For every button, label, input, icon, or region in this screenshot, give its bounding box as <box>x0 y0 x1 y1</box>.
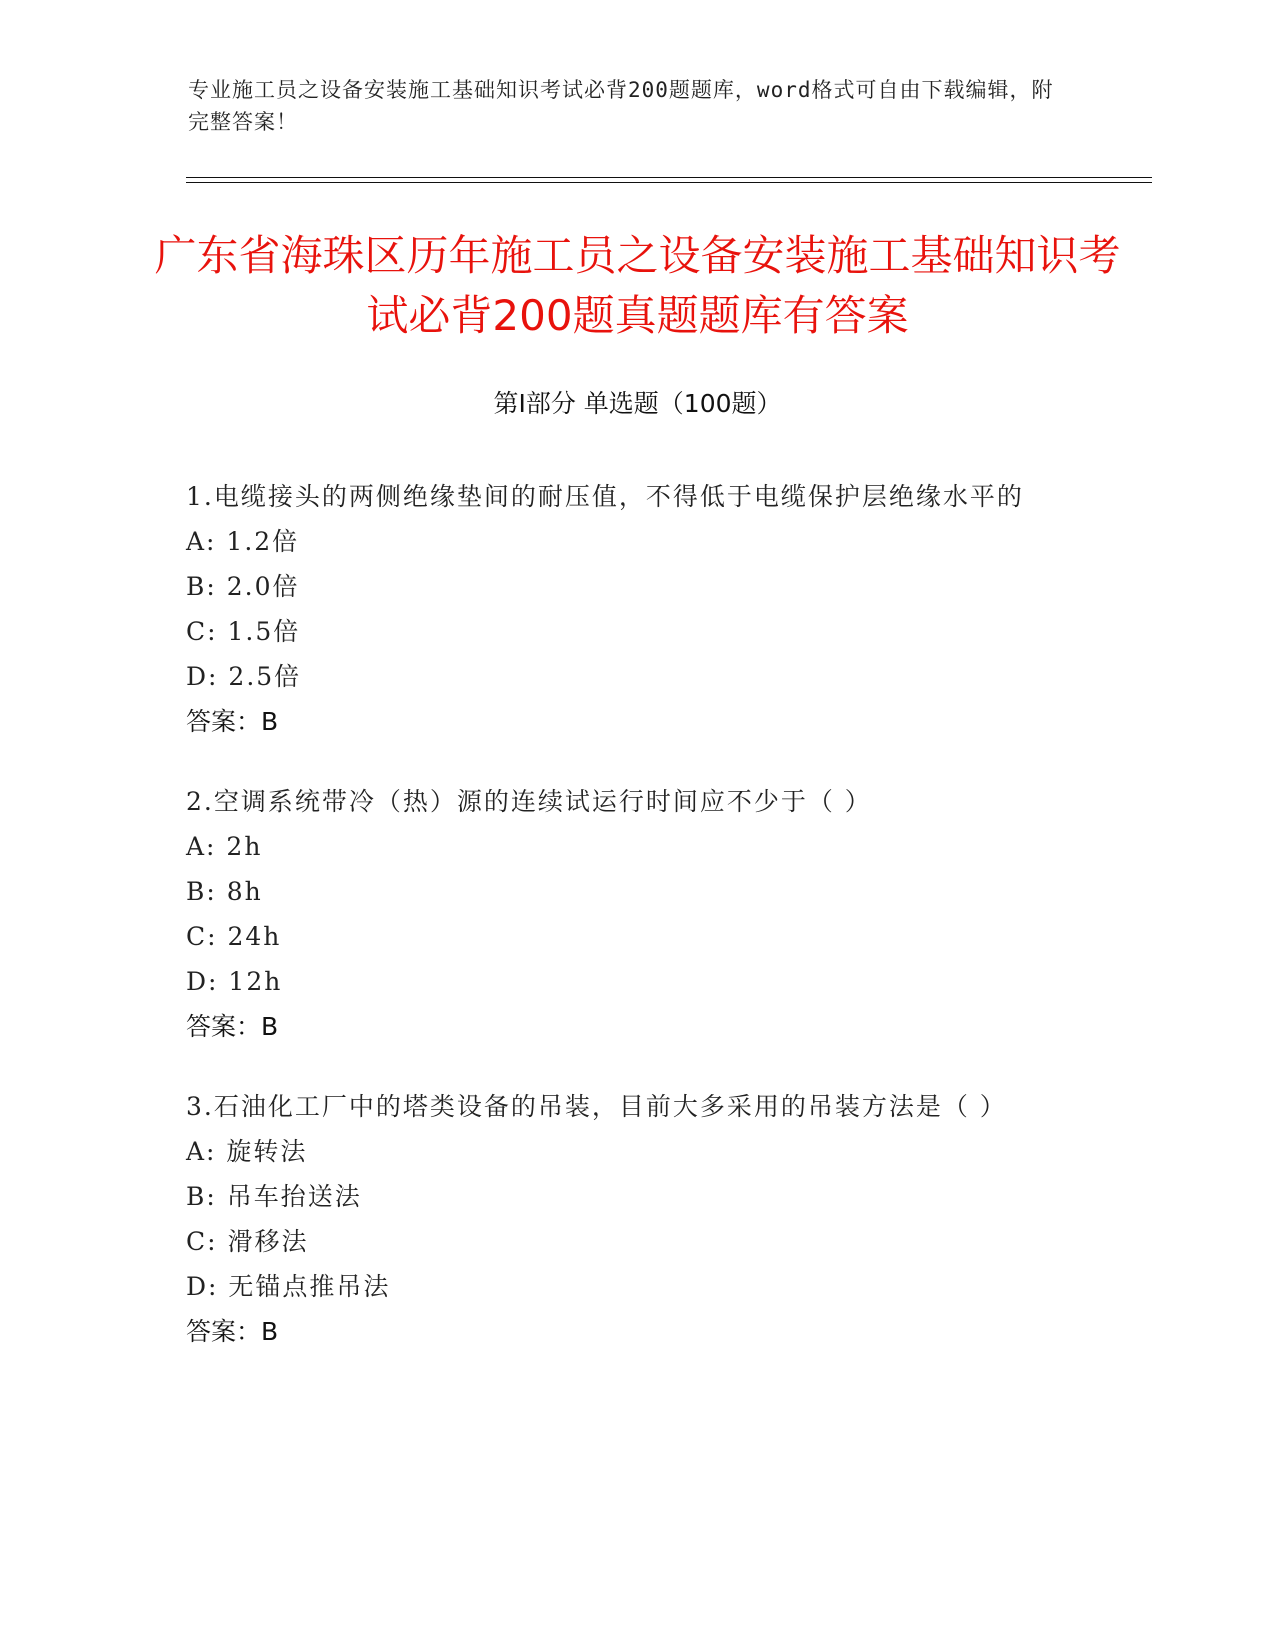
option-b: B: 8h <box>186 877 263 906</box>
option-a: A: 1.2倍 <box>186 527 300 556</box>
option-b: B: 2.0倍 <box>186 572 300 601</box>
answer: 答案：B <box>186 1317 279 1346</box>
answer: 答案：B <box>186 707 279 736</box>
option-a: A: 旋转法 <box>186 1137 308 1166</box>
section-heading: 第Ⅰ部分 单选题（100题） <box>493 389 782 418</box>
header-divider-top <box>186 177 1152 178</box>
option-c: C: 24h <box>186 922 282 951</box>
option-b: B: 吊车抬送法 <box>186 1182 362 1211</box>
answer: 答案：B <box>186 1012 279 1041</box>
option-c: C: 滑移法 <box>186 1227 309 1256</box>
option-d: D: 无锚点推吊法 <box>186 1272 391 1301</box>
option-c: C: 1.5倍 <box>186 617 301 646</box>
question-stem: 1.电缆接头的两侧绝缘垫间的耐压值，不得低于电缆保护层绝缘水平的 <box>186 482 1024 511</box>
question-3 <box>186 1084 1086 1354</box>
header-divider-bottom <box>186 182 1152 183</box>
question-stem: 3.石油化工厂中的塔类设备的吊装，目前大多采用的吊装方法是（ ） <box>186 1092 1007 1121</box>
question-stem: 2.空调系统带冷（热）源的连续试运行时间应不少于（ ） <box>186 787 872 816</box>
document-title: 广东省海珠区历年施工员之设备安装施工基础知识考试必背200题真题题库有答案 <box>154 231 1121 340</box>
option-d: D: 12h <box>186 967 283 996</box>
question-1 <box>186 474 1086 744</box>
header-note: 专业施工员之设备安装施工基础知识考试必背200题题库，word格式可自由下载编辑，附完整答案！ <box>188 78 1054 134</box>
question-2 <box>186 779 1086 1049</box>
option-a: A: 2h <box>186 832 263 861</box>
option-d: D: 2.5倍 <box>186 662 302 691</box>
question-list <box>186 474 1086 1389</box>
